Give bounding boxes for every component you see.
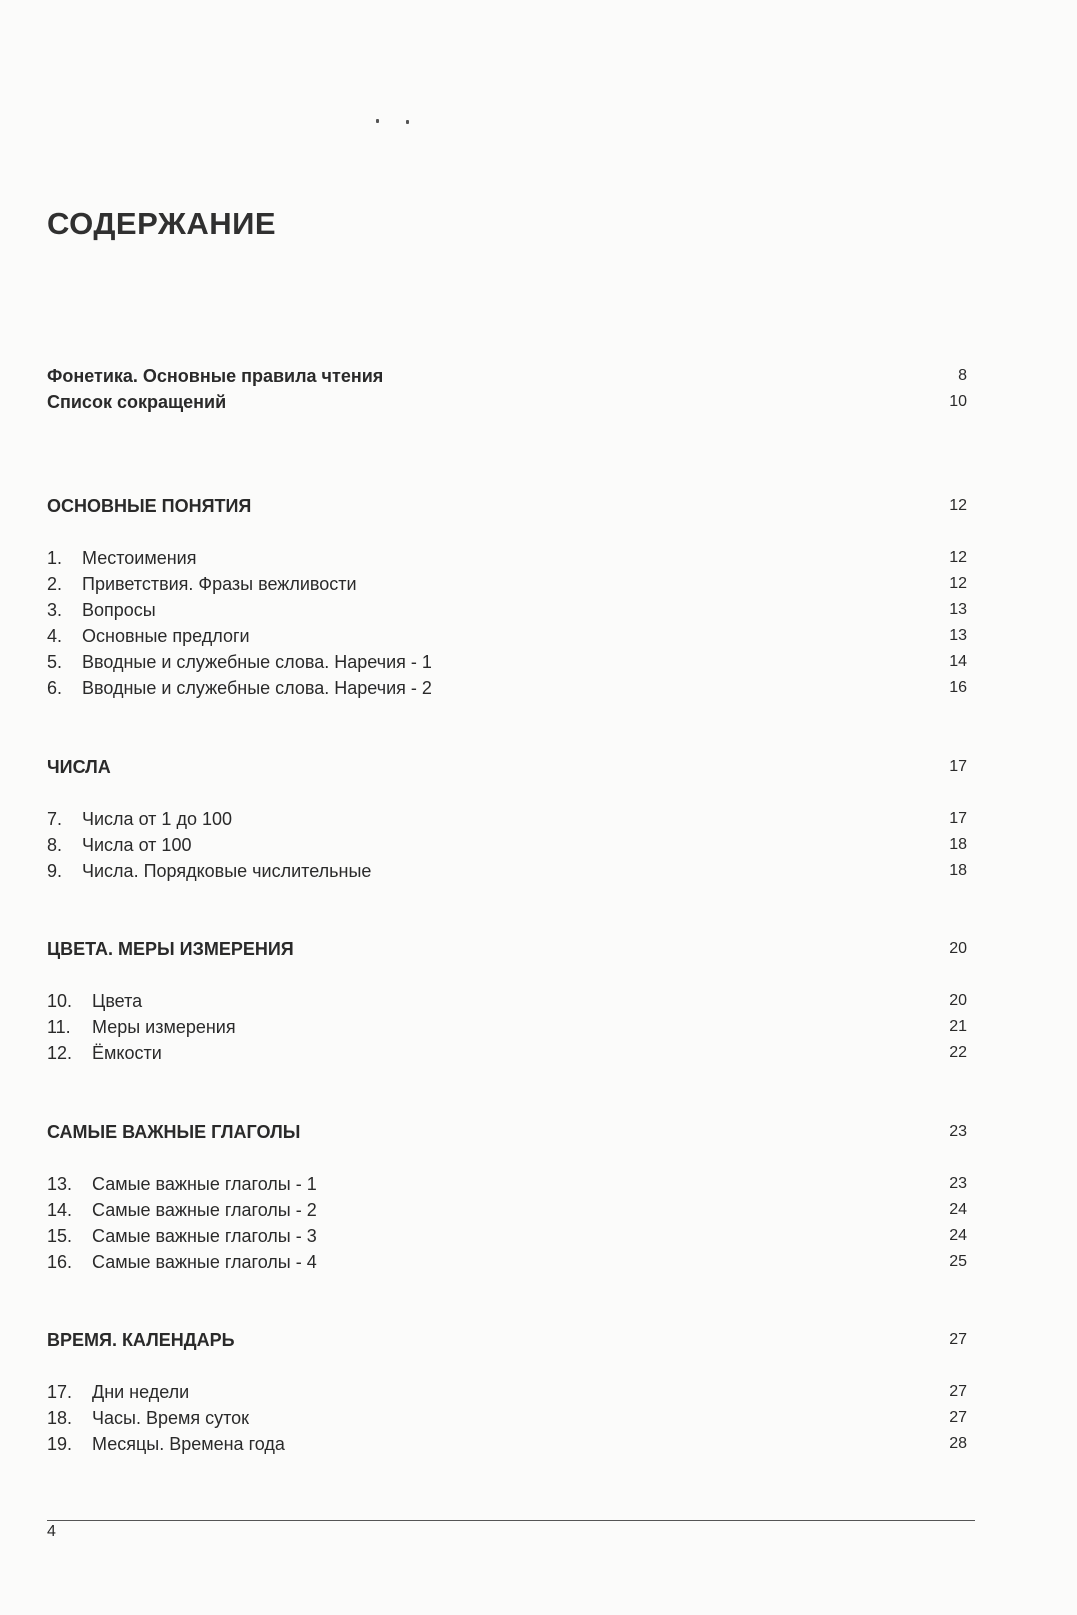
section-page: 12 xyxy=(949,497,967,514)
toc-entry-number: 2. xyxy=(47,574,63,594)
toc-entry-phonetics xyxy=(47,364,967,388)
toc-entry-number: 3. xyxy=(47,600,63,620)
toc-entry-number: 12. xyxy=(47,1043,73,1063)
toc-entry-page: 13 xyxy=(949,601,967,618)
toc-entry xyxy=(47,598,967,622)
toc-entry-page: 22 xyxy=(949,1044,967,1061)
toc-entry-page: 18 xyxy=(949,836,967,853)
toc-entry xyxy=(47,572,967,596)
toc-entry-label: Список сокращений xyxy=(47,392,227,412)
toc-entry-page: 27 xyxy=(949,1383,967,1400)
toc-entry-page: 21 xyxy=(949,1018,967,1035)
toc-entry-label: Месяцы. Времена года xyxy=(92,1434,285,1454)
toc-entry-label: Самые важные глаголы - 4 xyxy=(92,1252,317,1272)
toc-entry xyxy=(47,650,967,674)
toc-entry-label: Числа от 100 xyxy=(82,835,192,855)
toc-entry xyxy=(47,1041,967,1065)
toc-entry-page: 18 xyxy=(949,862,967,879)
toc-entry-label: Часы. Время суток xyxy=(92,1408,250,1428)
toc-entry-label: Вводные и служебные слова. Наречия - 1 xyxy=(82,652,432,672)
toc-entry xyxy=(47,1432,967,1456)
toc-entry-page: 12 xyxy=(949,575,967,592)
footer-rule xyxy=(47,1520,975,1521)
page-number: 4 xyxy=(47,1523,56,1540)
toc-entry-number: 11. xyxy=(47,1017,71,1037)
toc-entry-label: Самые важные глаголы - 1 xyxy=(92,1174,317,1194)
toc-entry xyxy=(47,624,967,648)
toc-entry-page: 14 xyxy=(949,653,967,670)
toc-entry xyxy=(47,1224,967,1248)
toc-entry xyxy=(47,859,967,883)
toc-entry xyxy=(47,1015,967,1039)
print-speck xyxy=(406,120,409,124)
section-heading xyxy=(47,755,967,779)
section-page: 17 xyxy=(949,758,967,775)
toc-entry-page: 23 xyxy=(949,1175,967,1192)
toc-entry xyxy=(47,1172,967,1196)
toc-entry-label: Цвета xyxy=(92,991,143,1011)
toc-entry-number: 13. xyxy=(47,1174,73,1194)
toc-entry-page: 16 xyxy=(949,679,967,696)
section-heading xyxy=(47,1328,967,1352)
toc-entry xyxy=(47,1250,967,1274)
section-title: САМЫЕ ВАЖНЫЕ ГЛАГОЛЫ xyxy=(47,1122,301,1142)
toc-entry-label: Основные предлоги xyxy=(82,626,250,646)
toc-entry-page: 24 xyxy=(949,1201,967,1218)
section-title: ЧИСЛА xyxy=(47,757,111,777)
toc-entry-page: 28 xyxy=(949,1435,967,1452)
toc-entry xyxy=(47,546,967,570)
toc-entry-number: 18. xyxy=(47,1408,73,1428)
page-title: СОДЕРЖАНИЕ xyxy=(47,206,277,241)
toc-entry-label: Вводные и служебные слова. Наречия - 2 xyxy=(82,678,432,698)
toc-entry-number: 17. xyxy=(47,1382,73,1402)
toc-entry-label: Вопросы xyxy=(82,600,156,620)
toc-entry-page: 10 xyxy=(949,393,967,410)
toc-entry-number: 1. xyxy=(47,548,63,568)
section-heading xyxy=(47,1120,967,1144)
toc-entry-page: 25 xyxy=(949,1253,967,1270)
section-title: ОСНОВНЫЕ ПОНЯТИЯ xyxy=(47,496,252,516)
toc-entry xyxy=(47,807,967,831)
toc-entry xyxy=(47,1198,967,1222)
section-page: 23 xyxy=(949,1123,967,1140)
toc-entry-page: 8 xyxy=(958,367,967,384)
section-title: ЦВЕТА. МЕРЫ ИЗМЕРЕНИЯ xyxy=(47,939,294,959)
toc-entry-number: 19. xyxy=(47,1434,73,1454)
toc-entry-number: 4. xyxy=(47,626,63,646)
toc-entry xyxy=(47,676,967,700)
toc-entry-number: 7. xyxy=(47,809,63,829)
toc-entry-number: 14. xyxy=(47,1200,73,1220)
toc-entry-page: 17 xyxy=(949,810,967,827)
toc-entry-label: Числа. Порядковые числительные xyxy=(82,861,372,881)
toc-entry xyxy=(47,989,967,1013)
toc-entry-number: 5. xyxy=(47,652,63,672)
section-heading xyxy=(47,937,967,961)
toc-entry-abbreviations xyxy=(47,390,967,414)
section-page: 27 xyxy=(949,1331,967,1348)
toc-entry-number: 10. xyxy=(47,991,73,1011)
section-heading xyxy=(47,494,967,518)
toc-entry-label: Приветствия. Фразы вежливости xyxy=(82,574,357,594)
toc-entry-page: 12 xyxy=(949,549,967,566)
toc-entry-label: Самые важные глаголы - 2 xyxy=(92,1200,317,1220)
toc-entry-label: Дни недели xyxy=(92,1382,190,1402)
print-speck xyxy=(376,119,379,123)
toc-entry xyxy=(47,1406,967,1430)
toc-entry-page: 27 xyxy=(949,1409,967,1426)
toc-entry-page: 13 xyxy=(949,627,967,644)
section-title: ВРЕМЯ. КАЛЕНДАРЬ xyxy=(47,1330,235,1350)
toc-entry-label: Фонетика. Основные правила чтения xyxy=(47,366,384,386)
toc-entry xyxy=(47,833,967,857)
section-page: 20 xyxy=(949,940,967,957)
toc-entry-label: Местоимения xyxy=(82,548,197,568)
toc-entry-label: Числа от 1 до 100 xyxy=(82,809,232,829)
toc-entry-number: 16. xyxy=(47,1252,73,1272)
toc-entry xyxy=(47,1380,967,1404)
toc-entry-label: Самые важные глаголы - 3 xyxy=(92,1226,317,1246)
toc-entry-number: 15. xyxy=(47,1226,73,1246)
toc-entry-number: 9. xyxy=(47,861,63,881)
toc-entry-label: Ёмкости xyxy=(92,1043,162,1063)
toc-entry-page: 24 xyxy=(949,1227,967,1244)
toc-entry-label: Меры измерения xyxy=(92,1017,236,1037)
toc-entry-page: 20 xyxy=(949,992,967,1009)
toc-entry-number: 8. xyxy=(47,835,63,855)
toc-entry-number: 6. xyxy=(47,678,63,698)
